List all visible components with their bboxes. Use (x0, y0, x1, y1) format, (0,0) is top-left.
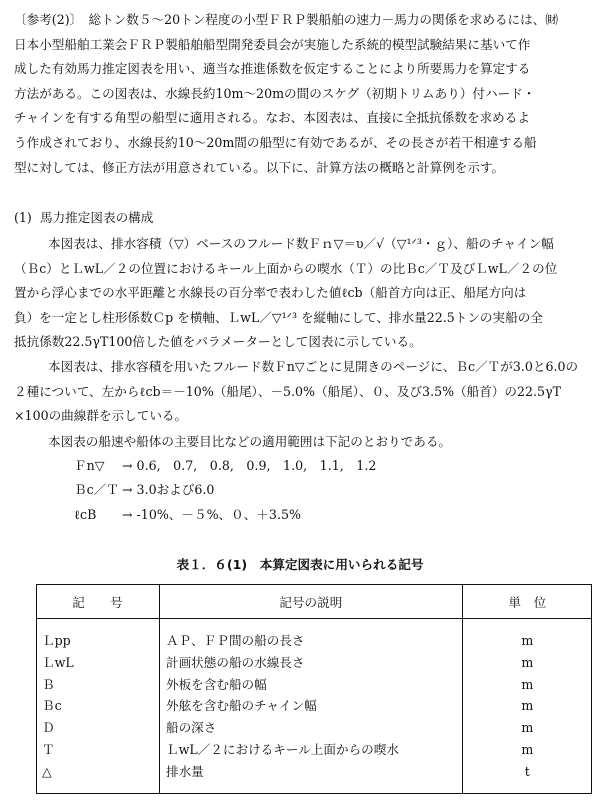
table-row (36, 652, 592, 674)
paragraph-line: 本図表は、排水容積（▽）ベースのフルード数Ｆｎ▽＝υ／√（▽¹ᐟ³・ｇ）、船のチャイン幅 (48, 236, 554, 251)
symbol-cell: △ (36, 761, 159, 783)
description-cell: ＡＰ、ＦＰ間の船の長さ (159, 630, 462, 652)
header-symbol: 記 号 (36, 584, 159, 619)
header-description: 記号の説明 (159, 584, 462, 619)
symbol-cell: Ｔ (36, 739, 159, 761)
table-row (36, 717, 592, 739)
table-header-row (36, 584, 592, 619)
section-title: 馬力推定図表の構成 (40, 210, 154, 225)
unit-cell: m (521, 720, 534, 736)
description-cell: 外舷を含む船のチャイン幅 (159, 696, 462, 718)
table-row (36, 761, 592, 783)
table-caption: 表１．６(1) 本算定図表に用いられる記号 (176, 557, 424, 572)
range-label: Ｆn▽ (74, 458, 105, 473)
range-label: ℓcB (74, 507, 97, 522)
table-spacer (36, 619, 592, 630)
range-values: → -10%、－５%、０、＋3.5% (122, 507, 301, 522)
symbol-cell: Ｂ (36, 674, 159, 696)
header-unit: 単 位 (462, 584, 592, 619)
description-cell: 排水量 (159, 761, 462, 783)
section-paragraph-1 (14, 232, 586, 355)
paragraph-line: ２種について、左からℓcb＝－10%（船尾）、－5.0%（船尾）、０、及び3.5%（船首）の22.5γT (14, 383, 561, 399)
intro-line: 〔参考(2)〕 総トン数５～20トン程度の小型ＦＲＰ製船舶の速力－馬力の関係を求めるには、㈶ (14, 12, 558, 27)
section-paragraph-2 (14, 355, 586, 429)
intro-line: 方法がある。この図表は、水線長約10m～20mの間のスケグ（初期トリムあり）付ハード・ (14, 85, 536, 101)
paragraph-line: 抵抗係数22.5γT100倍した値をパラメーターとして図表に示している。 (14, 334, 422, 350)
range-bc-t (74, 479, 214, 501)
symbol-cell: Ｄ (36, 717, 159, 739)
intro-line: う作成されており、水線長約10～20m間の船型に有効であるが、その長さが若干相違する船 (14, 134, 537, 150)
symbol-cell: Ｂc (36, 696, 159, 718)
section-heading (14, 206, 153, 230)
unit-cell: m (521, 632, 534, 648)
unit-cell: t (524, 764, 530, 780)
range-label: Ｂc／Ｔ (74, 482, 119, 497)
symbol-cell: Ｌpp (36, 630, 159, 652)
table-row (36, 739, 592, 761)
unit-cell: m (521, 676, 534, 692)
paragraph-line: ×100の曲線群を示している。 (14, 408, 188, 424)
range-froude (74, 455, 376, 477)
unit-cell: m (521, 654, 534, 670)
description-cell: 船の深さ (159, 717, 462, 739)
paragraph-line: （Ｂc）とＬwL／２の位置におけるキール上面からの喫水（Ｔ）の比Ｂc／Ｔ及びＬwL／２の位 (14, 260, 558, 276)
description-cell: 計画状態の船の水線長さ (159, 652, 462, 674)
paragraph-line: 本図表の船速や船体の主要目比などの適用範囲は下記のとおりである。 (48, 434, 451, 449)
table-row (36, 674, 592, 696)
symbols-table (36, 584, 592, 794)
range-lcb (74, 504, 301, 526)
section-paragraph-3 (14, 430, 586, 455)
description-cell: ＬwL／２におけるキール上面からの喫水 (159, 739, 462, 761)
range-values: → 3.0および6.0 (122, 482, 215, 497)
range-values: → 0.6, 0.7, 0.8, 0.9, 1.0, 1.1, 1.2 (122, 458, 377, 473)
description-cell: 外板を含む船の幅 (159, 674, 462, 696)
unit-cell: m (521, 698, 534, 714)
paragraph-line: 置から浮心までの水平距離と水線長の百分率で表わした値ℓcb（船首方向は正、船尾方向は (14, 285, 527, 301)
section-number: (1) (14, 210, 32, 225)
intro-line: 型に対しては、修正方法が用意されている。以下に、計算方法の概略と計算例を示す。 (14, 159, 505, 175)
paragraph-line: 負）を一定とし柱形係数Ｃp を横軸、ＬwL／▽¹ᐟ³ を縦軸にして、排水量22.5トンの実船の全 (14, 309, 543, 325)
intro-line: チャインを有する角型の船型に適用される。なお、本図表は、直接に全抵抗係数を求めるよ (14, 110, 530, 126)
intro-line: 成した有効馬力推定図表を用い、適当な推進係数を仮定することにより所要馬力を算定する (14, 61, 531, 77)
table-row (36, 696, 592, 718)
table-spacer (36, 783, 592, 794)
intro-line: 日本小型船舶工業会ＦＲＰ製船舶船型開発委員会が実施した系統的模型試験結果に基いて作 (14, 36, 531, 52)
unit-cell: m (521, 742, 534, 758)
symbol-cell: ＬwL (36, 652, 159, 674)
paragraph-line: 本図表は、排水容積を用いたフルード数Ｆn▽ごとに見開きのページに、Ｂc／Ｔが3.0と6.0の (48, 359, 579, 374)
table-row (36, 630, 592, 652)
intro-paragraph (14, 8, 586, 180)
